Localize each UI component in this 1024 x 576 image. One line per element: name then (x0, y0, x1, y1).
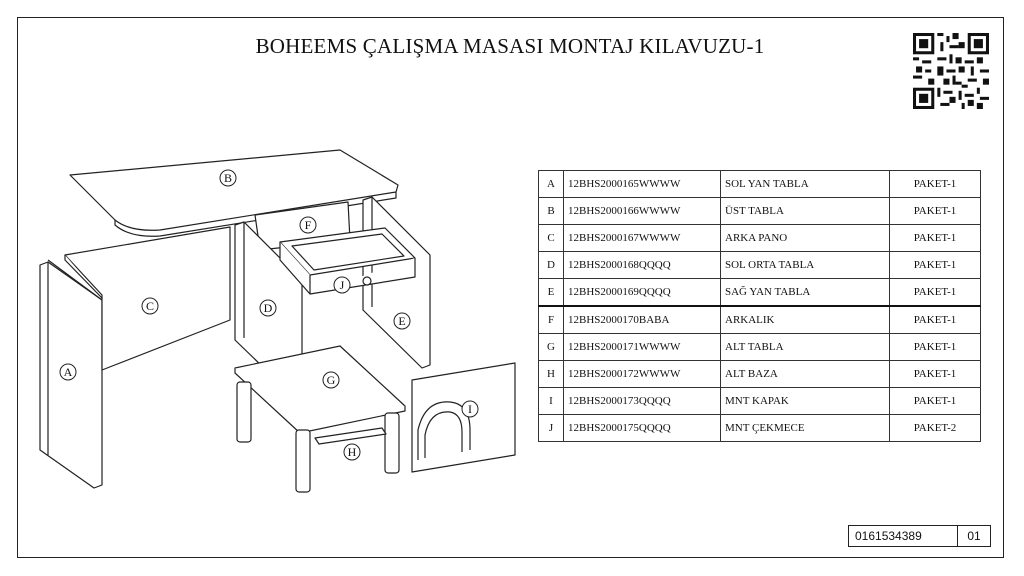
callout-c: C (145, 299, 155, 313)
part-package: PAKET-1 (890, 198, 981, 225)
callout-i: I (468, 402, 472, 416)
part-code: E (539, 279, 564, 307)
part-number: 12BHS2000175QQQQ (564, 415, 721, 442)
part-code: F (539, 306, 564, 334)
table-row (539, 361, 981, 388)
table-row (539, 225, 981, 252)
table-row (539, 198, 981, 225)
part-code: D (539, 252, 564, 279)
part-code: G (539, 334, 564, 361)
part-package: PAKET-1 (890, 225, 981, 252)
part-number: 12BHS2000172WWWW (564, 361, 721, 388)
part-name: SAĞ YAN TABLA (721, 279, 890, 307)
callout-d: D (263, 301, 273, 315)
part-name: ARKALIK (721, 306, 890, 334)
callout-h: H (347, 445, 357, 459)
callout-f: F (304, 218, 312, 232)
part-package: PAKET-1 (890, 334, 981, 361)
table-row (539, 279, 981, 307)
part-name: MNT ÇEKMECE (721, 415, 890, 442)
document-number: 0161534389 (849, 526, 958, 546)
part-number: 12BHS2000168QQQQ (564, 252, 721, 279)
part-package: PAKET-1 (890, 306, 981, 334)
part-code: C (539, 225, 564, 252)
page-number: 01 (967, 529, 981, 543)
part-package: PAKET-2 (890, 415, 981, 442)
part-name: SOL YAN TABLA (721, 171, 890, 198)
part-name: MNT KAPAK (721, 388, 890, 415)
part-number: 12BHS2000171WWWW (564, 334, 721, 361)
part-number: 12BHS2000167WWWW (564, 225, 721, 252)
part-name: ALT BAZA (721, 361, 890, 388)
part-code: J (539, 415, 564, 442)
part-package: PAKET-1 (890, 361, 981, 388)
part-package: PAKET-1 (890, 279, 981, 307)
table-row (539, 388, 981, 415)
parts-table (538, 170, 981, 442)
part-package: PAKET-1 (890, 388, 981, 415)
table-row (539, 334, 981, 361)
part-name: ALT TABLA (721, 334, 890, 361)
part-number: 12BHS2000173QQQQ (564, 388, 721, 415)
table-row (539, 171, 981, 198)
part-package: PAKET-1 (890, 171, 981, 198)
part-number: 12BHS2000170BABA (564, 306, 721, 334)
assembly-diagram (30, 110, 530, 510)
part-code: A (539, 171, 564, 198)
document-number-box (848, 525, 991, 547)
callout-j: J (339, 278, 345, 292)
part-package: PAKET-1 (890, 252, 981, 279)
qr-code-icon (913, 33, 989, 109)
panel-i (412, 363, 515, 472)
base-h (315, 428, 386, 444)
callout-g: G (326, 373, 336, 387)
page-title: BOHEEMS ÇALIŞMA MASASI MONTAJ KILAVUZU-1 (255, 34, 765, 58)
part-code: B (539, 198, 564, 225)
table-row (539, 252, 981, 279)
callout-b: B (223, 171, 233, 185)
callout-e: E (398, 314, 406, 328)
part-code: I (539, 388, 564, 415)
part-number: 12BHS2000166WWWW (564, 198, 721, 225)
part-name: ARKA PANO (721, 225, 890, 252)
part-code: H (539, 361, 564, 388)
table-row (539, 306, 981, 334)
table-row (539, 415, 981, 442)
callout-a: A (63, 365, 73, 379)
part-name: SOL ORTA TABLA (721, 252, 890, 279)
part-number: 12BHS2000169QQQQ (564, 279, 721, 307)
part-number: 12BHS2000165WWWW (564, 171, 721, 198)
part-name: ÜST TABLA (721, 198, 890, 225)
